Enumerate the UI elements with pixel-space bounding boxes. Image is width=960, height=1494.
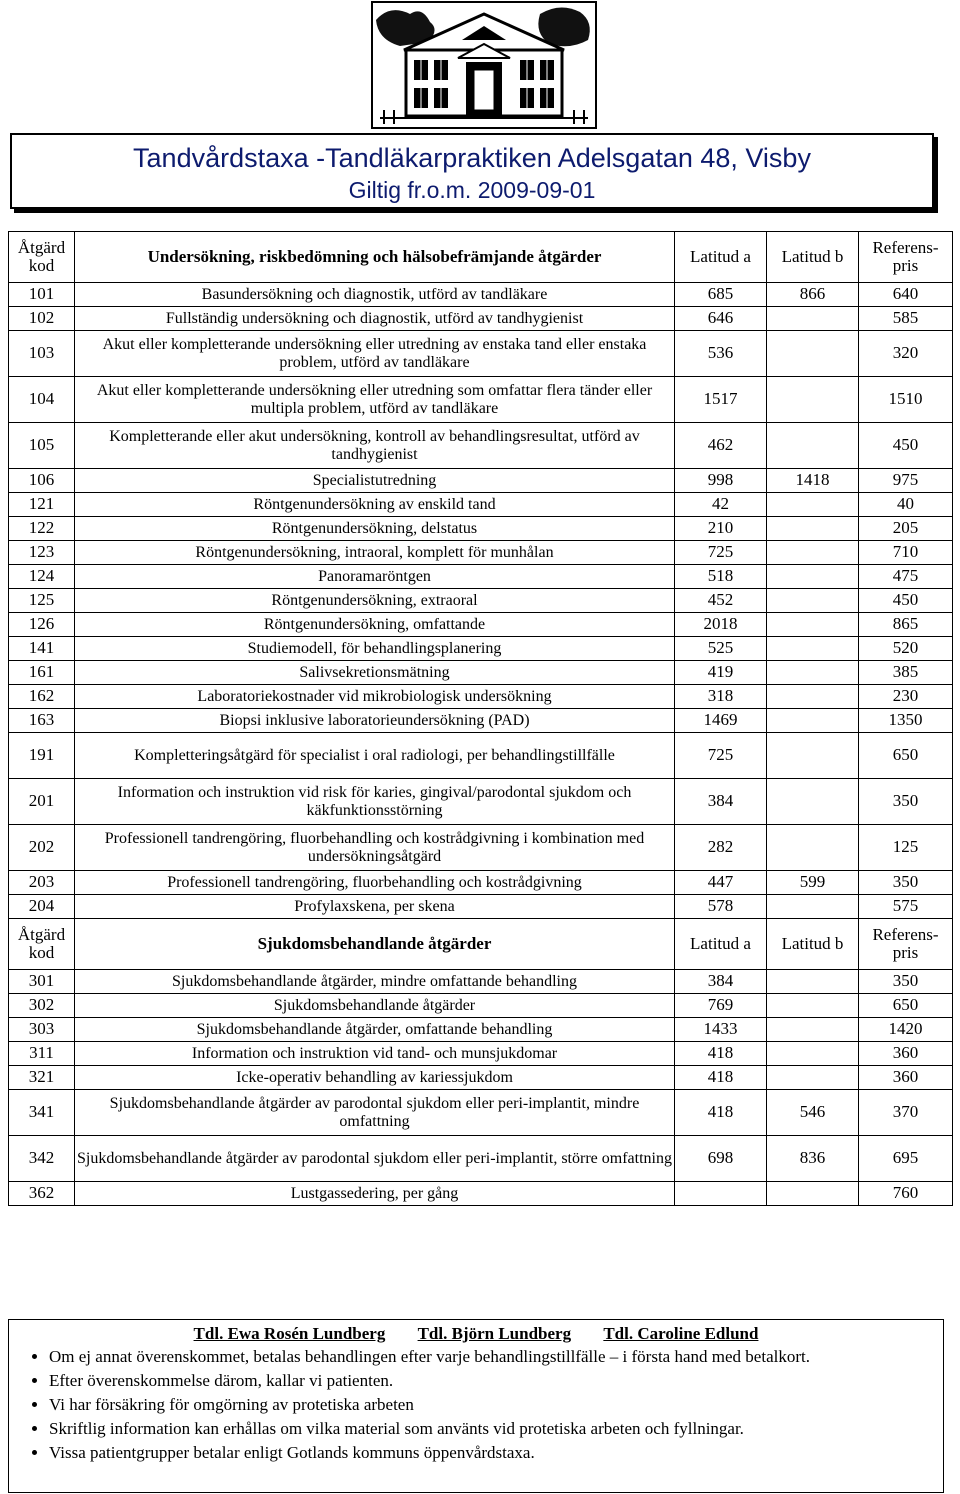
table-row: [9, 825, 953, 871]
table-row: [9, 377, 953, 423]
code-cell: 101: [9, 283, 75, 307]
latitud-a-cell: 462: [675, 423, 767, 469]
latitud-a-cell: 210: [675, 517, 767, 541]
latitud-b-cell: [767, 589, 859, 613]
table-row: [9, 1042, 953, 1066]
note-item: • Vi har försäkring för omgörning av protetiska arbeten: [49, 1394, 933, 1416]
description-cell: Laboratoriekostnader vid mikrobiologisk undersökning: [75, 685, 675, 709]
header-latitud-b-cell: Latitud b: [767, 919, 859, 970]
description-cell: Professionell tandrengöring, fluorbehandling och kostrådgivning i kombination med undersökningsåtgärd: [75, 825, 675, 871]
table-row: [9, 994, 953, 1018]
validity-date: Giltig fr.o.m. 2009-09-01: [348, 177, 596, 203]
description-cell: Professionell tandrengöring, fluorbehandling och kostrådgivning: [75, 871, 675, 895]
latitud-a-cell: 42: [675, 493, 767, 517]
referenspris-cell: 1420: [859, 1018, 953, 1042]
latitud-b-cell: [767, 377, 859, 423]
code-cell: 362: [9, 1182, 75, 1206]
latitud-b-cell: [767, 565, 859, 589]
code-cell: 163: [9, 709, 75, 733]
referenspris-cell: 450: [859, 423, 953, 469]
note-item: • Skriftlig information kan erhållas om vilka material som använts vid protetiska arbeten och fyllningar.: [49, 1418, 933, 1440]
code-cell: 303: [9, 1018, 75, 1042]
header-code-cell: Åtgärd kod: [9, 919, 75, 970]
referenspris-cell: 350: [859, 779, 953, 825]
code-cell: 104: [9, 377, 75, 423]
description-cell: Sjukdomsbehandlande åtgärder, omfattande behandling: [75, 1018, 675, 1042]
latitud-a-cell: 282: [675, 825, 767, 871]
latitud-b-cell: [767, 1066, 859, 1090]
code-cell: 191: [9, 733, 75, 779]
description-cell: Panoramaröntgen: [75, 565, 675, 589]
description-cell: Sjukdomsbehandlande åtgärder av parodontal sjukdom eller peri-implantit, större omfattning: [75, 1136, 675, 1182]
referenspris-cell: 360: [859, 1066, 953, 1090]
latitud-a-cell: 418: [675, 1042, 767, 1066]
latitud-b-cell: [767, 825, 859, 871]
latitud-b-cell: [767, 779, 859, 825]
latitud-b-cell: [767, 1182, 859, 1206]
code-cell: 124: [9, 565, 75, 589]
note-item: • Vissa patientgrupper betalar enligt Gotlands kommuns öppenvårdstaxa.: [49, 1442, 933, 1464]
table-row: [9, 779, 953, 825]
description-cell: Information och instruktion vid tand- och munsjukdomar: [75, 1042, 675, 1066]
latitud-a-cell: 998: [675, 469, 767, 493]
latitud-a-cell: 1469: [675, 709, 767, 733]
section-header-row: [9, 919, 953, 970]
referenspris-cell: 695: [859, 1136, 953, 1182]
description-cell: Profylaxskena, per skena: [75, 895, 675, 919]
price-table-body: [9, 232, 953, 1206]
code-cell: 311: [9, 1042, 75, 1066]
code-cell: 122: [9, 517, 75, 541]
latitud-b-cell: [767, 709, 859, 733]
table-row: [9, 541, 953, 565]
latitud-a-cell: 419: [675, 661, 767, 685]
table-row: [9, 685, 953, 709]
latitud-a-cell: 384: [675, 779, 767, 825]
latitud-a-cell: 725: [675, 733, 767, 779]
latitud-a-cell: 2018: [675, 613, 767, 637]
latitud-b-cell: 836: [767, 1136, 859, 1182]
latitud-a-cell: 452: [675, 589, 767, 613]
description-cell: Sjukdomsbehandlande åtgärder av parodontal sjukdom eller peri-implantit, mindre omfattning: [75, 1090, 675, 1136]
latitud-b-cell: [767, 1042, 859, 1066]
latitud-b-cell: [767, 661, 859, 685]
table-row: [9, 1018, 953, 1042]
code-cell: 121: [9, 493, 75, 517]
latitud-b-cell: [767, 1018, 859, 1042]
latitud-a-cell: 418: [675, 1090, 767, 1136]
code-cell: 162: [9, 685, 75, 709]
latitud-a-cell: 1517: [675, 377, 767, 423]
table-row: [9, 1182, 953, 1206]
referenspris-cell: 585: [859, 307, 953, 331]
latitud-a-cell: 318: [675, 685, 767, 709]
latitud-b-cell: [767, 541, 859, 565]
code-cell: 126: [9, 613, 75, 637]
latitud-a-cell: 418: [675, 1066, 767, 1090]
referenspris-cell: 475: [859, 565, 953, 589]
latitud-b-cell: 599: [767, 871, 859, 895]
table-row: [9, 493, 953, 517]
latitud-b-cell: [767, 493, 859, 517]
referenspris-cell: 520: [859, 637, 953, 661]
latitud-a-cell: 646: [675, 307, 767, 331]
description-cell: Sjukdomsbehandlande åtgärder: [75, 994, 675, 1018]
latitud-b-cell: [767, 331, 859, 377]
referenspris-cell: 360: [859, 1042, 953, 1066]
referenspris-cell: 1350: [859, 709, 953, 733]
latitud-a-cell: 384: [675, 970, 767, 994]
table-row: [9, 709, 953, 733]
table-row: [9, 589, 953, 613]
code-cell: 302: [9, 994, 75, 1018]
description-cell: Icke-operativ behandling av kariessjukdom: [75, 1066, 675, 1090]
description-cell: Akut eller kompletterande undersökning eller utredning av enstaka tand eller enstaka problem, utförd av tandläkare: [75, 331, 675, 377]
referenspris-cell: 865: [859, 613, 953, 637]
description-cell: Röntgenundersökning, delstatus: [75, 517, 675, 541]
title-box: [10, 133, 934, 209]
dentist-names: [9, 1324, 943, 1344]
footer-box: [8, 1319, 944, 1493]
referenspris-cell: 650: [859, 733, 953, 779]
referenspris-cell: 40: [859, 493, 953, 517]
referenspris-cell: 975: [859, 469, 953, 493]
description-cell: Specialistutredning: [75, 469, 675, 493]
referenspris-cell: 370: [859, 1090, 953, 1136]
table-row: [9, 733, 953, 779]
latitud-b-cell: [767, 613, 859, 637]
latitud-a-cell: 447: [675, 871, 767, 895]
latitud-b-cell: [767, 895, 859, 919]
description-cell: Biopsi inklusive laboratorieundersökning (PAD): [75, 709, 675, 733]
description-cell: Sjukdomsbehandlande åtgärder, mindre omfattande behandling: [75, 970, 675, 994]
latitud-b-cell: [767, 423, 859, 469]
latitud-a-cell: 536: [675, 331, 767, 377]
latitud-b-cell: [767, 685, 859, 709]
referenspris-cell: 710: [859, 541, 953, 565]
referenspris-cell: 205: [859, 517, 953, 541]
code-cell: 201: [9, 779, 75, 825]
description-cell: Lustgassedering, per gång: [75, 1182, 675, 1206]
code-cell: 106: [9, 469, 75, 493]
latitud-a-cell: 698: [675, 1136, 767, 1182]
description-cell: Röntgenundersökning, omfattande: [75, 613, 675, 637]
latitud-a-cell: 769: [675, 994, 767, 1018]
section-title-cell: Undersökning, riskbedömning och hälsobefrämjande åtgärder: [75, 232, 675, 283]
description-cell: Akut eller kompletterande undersökning eller utredning som omfattar flera tänder eller multipla problem, utförd av tandläkare: [75, 377, 675, 423]
header-latitud-b-cell: Latitud b: [767, 232, 859, 283]
code-cell: 123: [9, 541, 75, 565]
latitud-a-cell: 518: [675, 565, 767, 589]
header-code-cell: Åtgärd kod: [9, 232, 75, 283]
description-cell: Studiemodell, för behandlingsplanering: [75, 637, 675, 661]
latitud-b-cell: 546: [767, 1090, 859, 1136]
code-cell: 105: [9, 423, 75, 469]
header-referenspris-cell: Referens- pris: [859, 919, 953, 970]
table-row: [9, 895, 953, 919]
table-row: [9, 331, 953, 377]
code-cell: 301: [9, 970, 75, 994]
description-cell: Basundersökning och diagnostik, utförd av tandläkare: [75, 283, 675, 307]
code-cell: 204: [9, 895, 75, 919]
latitud-a-cell: 725: [675, 541, 767, 565]
code-cell: 202: [9, 825, 75, 871]
description-cell: Röntgenundersökning av enskild tand: [75, 493, 675, 517]
table-row: [9, 1090, 953, 1136]
referenspris-cell: 320: [859, 331, 953, 377]
section-title-cell: Sjukdomsbehandlande åtgärder: [75, 919, 675, 970]
section-header-row: [9, 232, 953, 283]
description-cell: Röntgenundersökning, intraoral, komplett för munhålan: [75, 541, 675, 565]
latitud-a-cell: 578: [675, 895, 767, 919]
referenspris-cell: 385: [859, 661, 953, 685]
description-cell: Information och instruktion vid risk för karies, gingival/parodontal sjukdom och käkfunktionsstörning: [75, 779, 675, 825]
table-row: [9, 871, 953, 895]
latitud-b-cell: [767, 307, 859, 331]
description-cell: Fullständig undersökning och diagnostik, utförd av tandhygienist: [75, 307, 675, 331]
referenspris-cell: 575: [859, 895, 953, 919]
referenspris-cell: 650: [859, 994, 953, 1018]
referenspris-cell: 640: [859, 283, 953, 307]
referenspris-cell: 350: [859, 970, 953, 994]
price-table: [8, 231, 953, 1206]
table-row: [9, 283, 953, 307]
code-cell: 102: [9, 307, 75, 331]
table-row: [9, 1066, 953, 1090]
latitud-b-cell: 1418: [767, 469, 859, 493]
description-cell: Röntgenundersökning, extraoral: [75, 589, 675, 613]
table-row: [9, 613, 953, 637]
code-cell: 141: [9, 637, 75, 661]
latitud-b-cell: [767, 517, 859, 541]
table-row: [9, 637, 953, 661]
referenspris-cell: 230: [859, 685, 953, 709]
referenspris-cell: 350: [859, 871, 953, 895]
table-row: [9, 423, 953, 469]
note-item: • Efter överenskommelse därom, kallar vi patienten.: [49, 1370, 933, 1392]
table-row: [9, 970, 953, 994]
code-cell: 161: [9, 661, 75, 685]
latitud-b-cell: [767, 970, 859, 994]
latitud-b-cell: [767, 637, 859, 661]
table-row: [9, 565, 953, 589]
referenspris-cell: 125: [859, 825, 953, 871]
header-referenspris-cell: Referens- pris: [859, 232, 953, 283]
table-row: [9, 517, 953, 541]
latitud-a-cell: 525: [675, 637, 767, 661]
code-cell: 321: [9, 1066, 75, 1090]
dentist-name: Tdl. Björn Lundberg: [417, 1324, 572, 1343]
latitud-b-cell: [767, 733, 859, 779]
description-cell: Kompletteringsåtgärd för specialist i oral radiologi, per behandlingstillfälle: [75, 733, 675, 779]
latitud-b-cell: 866: [767, 283, 859, 307]
header-latitud-a-cell: Latitud a: [675, 232, 767, 283]
dentist-name: Tdl. Ewa Rosén Lundberg: [193, 1324, 386, 1343]
description-cell: Salivsekretionsmätning: [75, 661, 675, 685]
notes-list: [9, 1346, 943, 1466]
table-row: [9, 661, 953, 685]
description-cell: Kompletterande eller akut undersökning, kontroll av behandlingsresultat, utförd av tandhygienist: [75, 423, 675, 469]
header-latitud-a-cell: Latitud a: [675, 919, 767, 970]
page-title: Tandvårdstaxa -Tandläkarpraktiken Adelsgatan 48, Visby: [133, 143, 811, 173]
referenspris-cell: 1510: [859, 377, 953, 423]
code-cell: 125: [9, 589, 75, 613]
latitud-a-cell: [675, 1182, 767, 1206]
table-row: [9, 469, 953, 493]
referenspris-cell: 760: [859, 1182, 953, 1206]
table-row: [9, 307, 953, 331]
code-cell: 341: [9, 1090, 75, 1136]
code-cell: 103: [9, 331, 75, 377]
latitud-a-cell: 1433: [675, 1018, 767, 1042]
clinic-house-logo: [370, 0, 598, 130]
note-item: • Om ej annat överenskommet, betalas behandlingen efter varje behandlingstillfälle – i första hand med betalkort.: [49, 1346, 933, 1368]
table-row: [9, 1136, 953, 1182]
referenspris-cell: 450: [859, 589, 953, 613]
latitud-b-cell: [767, 994, 859, 1018]
latitud-a-cell: 685: [675, 283, 767, 307]
dentist-name: Tdl. Caroline Edlund: [603, 1324, 759, 1343]
code-cell: 203: [9, 871, 75, 895]
code-cell: 342: [9, 1136, 75, 1182]
